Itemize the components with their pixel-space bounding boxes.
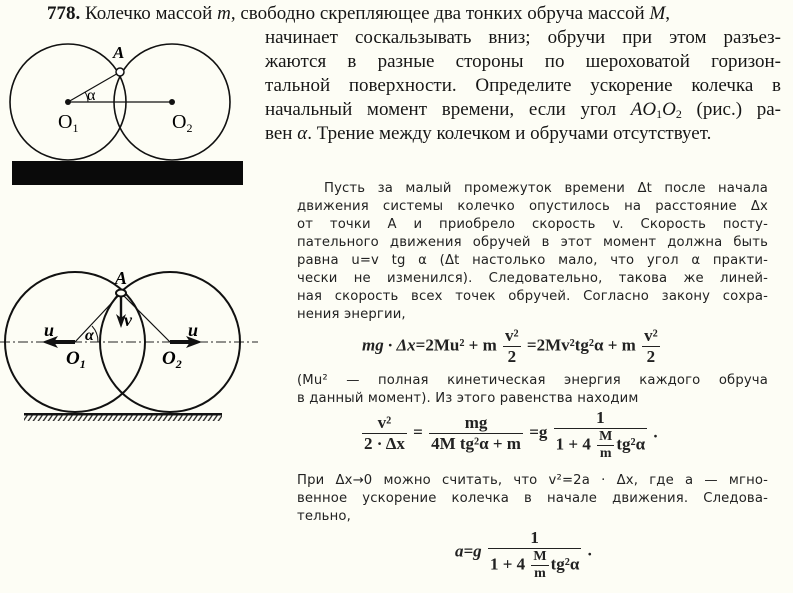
solution-line: движения системы колечко опустилось на расстояние Δx: [297, 199, 768, 214]
label-o1: $O_1$: [58, 111, 79, 135]
label-u-left: u: [44, 320, 55, 340]
label-v: v: [124, 310, 132, 330]
label-o2: $O_2$: [162, 348, 182, 371]
ground-hatching: [24, 415, 222, 421]
problem-line-3: жаются в разные стороны по шероховатой горизон-: [265, 51, 781, 72]
solution-line: При Δx→0 можно считать, что v²=2a · Δx, где a — мгно-: [297, 473, 768, 488]
fraction: $\frac{\text{v²}}{2}$: [644, 326, 658, 366]
solution-line: ная скорость всех точек обручей. Согласно закону сохра-: [297, 289, 768, 304]
solution-line: пательного движения обручей в этот момент должна быть: [297, 235, 768, 250]
solution-line: венное ускорение колечка в начале движения. Следова-: [297, 491, 768, 506]
problem-line-4: тальной поверхности. Определите ускорение колечка в: [265, 75, 781, 96]
problem-number: 778.: [47, 3, 81, 24]
equation-energy: mg · Δx=2Mu² + m $\frac{\text{v²}}{2}$ =2Mv²tg²α + m $\frac{\text{v²}}{2}$: [362, 326, 658, 366]
problem-line-2: начинает соскальзывать вниз; обручи при этом разъез-: [265, 27, 781, 48]
figure-hoops-motion: [0, 260, 280, 430]
label-o2: $O_2$: [172, 111, 193, 135]
label-o1: $O_1$: [66, 348, 86, 371]
fraction: 1 1 + 4 $\frac{M}{m}$ tg²α: [489, 528, 580, 581]
solution-line: нения энергии,: [297, 307, 406, 322]
solution-line: равна u=v tg α (Δt настолько мало, что угол α практи-: [297, 253, 768, 268]
solution-line: в данный момент). Из этого равенства находим: [297, 391, 639, 406]
solution-line: тельно,: [297, 509, 351, 524]
center-dot-o2: [169, 99, 175, 105]
equation-result: a=g 1 1 + 4 $\frac{M}{m}$ tg²α .: [455, 528, 592, 581]
fraction: $\frac{mg}{\text{4M tg²α + m}}$: [431, 413, 521, 453]
label-alpha: α: [87, 87, 96, 104]
fraction: $\frac{\text{v²}}{2}$: [505, 326, 519, 366]
ring-icon: [116, 290, 126, 297]
ring-icon: [116, 68, 124, 76]
solution-line: от точки A и приобрело скорость v. Скорость посту-: [297, 217, 768, 232]
label-alpha: α: [85, 327, 94, 344]
label-a: A: [115, 268, 128, 288]
figure-hoops-initial: [0, 30, 260, 190]
solution-line: чески не изменился). Следовательно, такова же линей-: [297, 271, 768, 286]
ground-surface: [12, 161, 243, 185]
label-u-right: u: [188, 320, 199, 340]
center-dot-o1: [65, 99, 71, 105]
label-a: A: [113, 43, 125, 62]
solution-line: Пусть за малый промежуток времени Δt после начала: [324, 181, 768, 196]
problem-line-1: 778. Колечко массой m, свободно скрепляющее два тонких обруча массой M,: [47, 3, 671, 24]
radius-line-left: [75, 293, 121, 342]
equation-ratio: $\frac{\text{v²}}{2 \cdot \Delta x}$ = $\frac{mg}{\text{4M tg²α + m}}$ =g 1 1 + 4 $\frac{M}{m}$ tg²α .: [364, 408, 658, 461]
problem-line-6: вен α. Трение между колечком и обручами отсутствует.: [265, 123, 712, 144]
problem-line-5: начальный момент времени, если угол $AO_1O_2$ (рис.) ра-: [265, 99, 781, 121]
fraction: 1 1 + 4 $\frac{M}{m}$ tg²α: [555, 408, 646, 461]
solution-line: (Mu² — полная кинетическая энергия каждого обруча: [297, 373, 768, 388]
fraction: $\frac{\text{v²}}{2 \cdot \Delta x}$: [364, 413, 405, 453]
